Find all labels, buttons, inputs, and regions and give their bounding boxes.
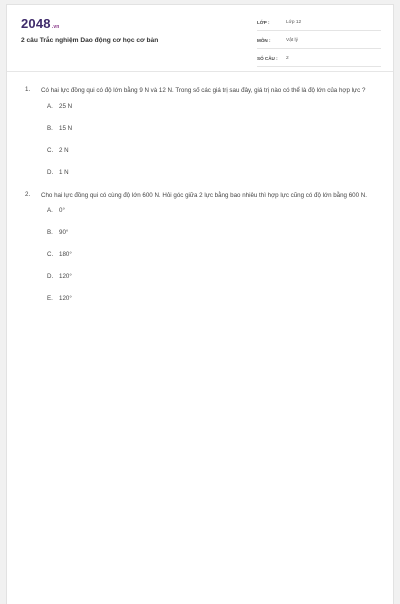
option-text: 120° <box>59 295 72 302</box>
answer-option[interactable] <box>47 147 217 157</box>
question-item <box>25 86 375 191</box>
question-number: 2. <box>25 190 31 198</box>
meta-value: Lớp 12 <box>286 20 302 25</box>
option-letter: C. <box>47 146 54 154</box>
option-text: 0° <box>59 207 65 214</box>
meta-value: Vật lý <box>286 38 298 43</box>
logo-suffix: .vn <box>51 24 60 30</box>
option-letter: A. <box>47 207 53 214</box>
document-header <box>7 5 393 72</box>
question-number: 1. <box>25 86 31 93</box>
option-letter: C. <box>47 251 54 258</box>
option-text: 25 N <box>59 102 73 110</box>
option-letter: D. <box>47 168 54 176</box>
answer-options <box>47 103 377 191</box>
question-item <box>25 191 375 318</box>
meta-label: LỚP : <box>257 20 270 25</box>
meta-info <box>257 18 381 72</box>
answer-option[interactable] <box>47 169 217 179</box>
option-letter: A. <box>47 102 53 110</box>
answer-options <box>47 207 377 317</box>
question-text: Cho hai lực đồng qui có cùng độ lớn 600 N. Hỏi góc giữa 2 lực bằng bao nhiêu thì hợp lực cũng có độ lớn bằng 600 N. <box>41 191 367 199</box>
question-list <box>7 83 393 317</box>
answer-option[interactable] <box>47 273 217 283</box>
answer-option[interactable] <box>47 251 217 261</box>
option-letter: B. <box>47 124 53 132</box>
site-logo[interactable] <box>21 16 60 31</box>
document-page <box>6 4 394 604</box>
option-text: 120° <box>59 273 72 280</box>
meta-row-class <box>257 18 381 31</box>
meta-value: 2 <box>286 56 289 61</box>
document-title: 2 câu Trắc nghiệm Dao động cơ học cơ bản <box>21 37 159 44</box>
option-letter: D. <box>47 273 54 280</box>
answer-option[interactable] <box>47 207 217 217</box>
option-text: 1 N <box>59 168 69 176</box>
answer-option[interactable] <box>47 103 217 113</box>
answer-option[interactable] <box>47 125 217 135</box>
answer-option[interactable] <box>47 295 217 305</box>
option-letter: E. <box>47 295 53 302</box>
option-text: 15 N <box>59 124 73 132</box>
answer-option[interactable] <box>47 229 217 239</box>
option-text: 2 N <box>59 146 69 154</box>
option-letter: B. <box>47 229 53 236</box>
option-text: 90° <box>59 229 69 236</box>
meta-row-subject <box>257 36 381 49</box>
question-text: Có hai lực đồng qui có độ lớn bằng 9 N và 12 N. Trong số các giá trị sau đây, giá trị nào có thể là độ lớn của hợp lực ? <box>41 87 366 94</box>
option-text: 180° <box>59 251 72 258</box>
meta-row-count <box>257 54 381 67</box>
meta-label: MÔN : <box>257 38 271 43</box>
logo-text: 2048 <box>21 16 51 31</box>
meta-label: SỐ CÂU : <box>257 56 278 61</box>
